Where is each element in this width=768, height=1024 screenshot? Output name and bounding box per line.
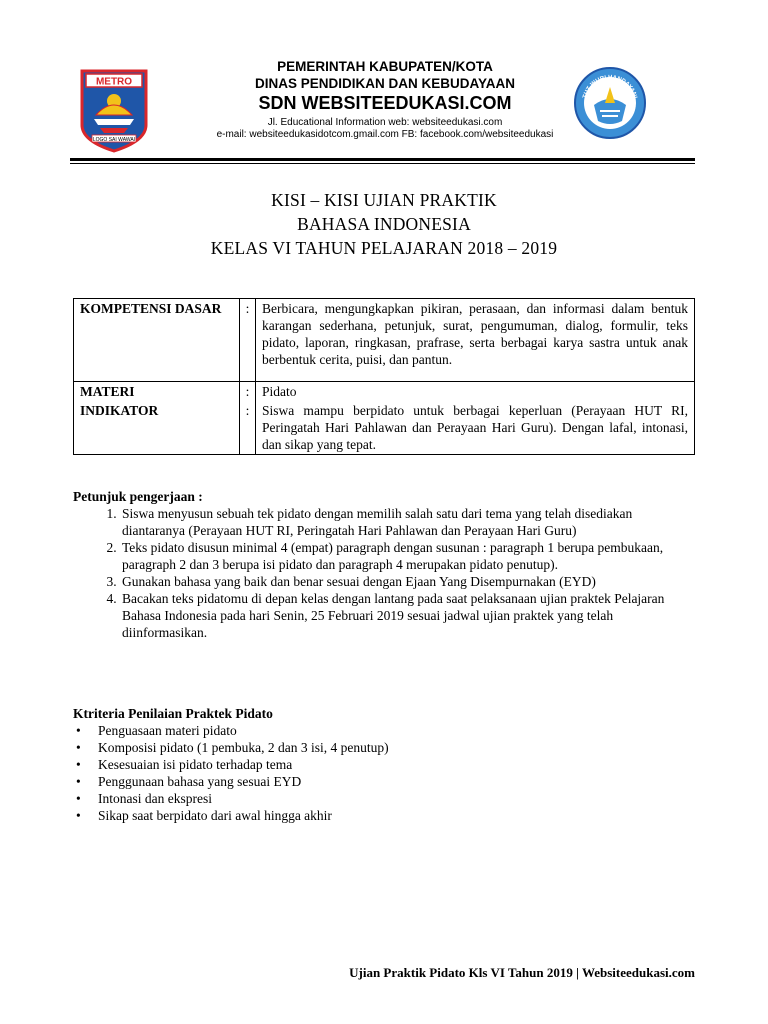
logo-left-motto: LOGO SAI WAWAI <box>92 137 136 143</box>
list-item: 4. Bacakan teks pidatomu di depan kelas dengan lantang pada saat pelaksanaan ujian praktek Pelajaran Bahasa Indonesia pada hari Senin, 25 Februari 2019 sesuai jadwal ujian praktek yang telah diinformasikan. <box>120 590 693 641</box>
colon-cell: : <box>240 401 256 455</box>
tut-wuri-handayani-logo <box>572 65 648 141</box>
list-item: • Komposisi pidato (1 pembuka, 2 dan 3 isi, 4 penutup) <box>98 739 693 756</box>
list-item: • Penggunaan bahasa yang sesuai EYD <box>98 773 693 790</box>
title-line-3: KELAS VI TAHUN PELAJARAN 2018 – 2019 <box>210 238 558 258</box>
school-name: SDN WEBSITEEDUKASI.COM <box>258 93 512 113</box>
page-footer: Ujian Praktik Pidato Kls VI Tahun 2019 | Websiteedukasi.com <box>349 965 695 980</box>
metro-logo <box>78 67 150 153</box>
table-row-materi <box>74 382 695 402</box>
criteria-heading: Ktriteria Penilaian Praktek Pidato <box>73 706 273 721</box>
instructions-heading: Petunjuk pengerjaan : <box>73 489 203 504</box>
list-item: 1. Siswa menyusun sebuah tek pidato dengan memilih salah satu dari tema yang telah disediakan diantaranya (Perayaan HUT RI, Peringatah Hari Pahlawan dan Perayaan Hari Guru) <box>120 505 693 539</box>
contact-line: e-mail: websiteedukasidotcom.gmail.com FB: facebook.com/websiteedukasi <box>216 129 554 140</box>
table-row-indikator <box>74 401 695 455</box>
government-line: PEMERINTAH KABUPATEN/KOTA <box>277 59 493 74</box>
materi-label: MATERI <box>74 382 240 402</box>
address-line: Jl. Educational Information web: websiteedukasi.com <box>267 117 503 128</box>
criteria-list <box>73 722 693 824</box>
letterhead-rule-thin <box>70 163 695 164</box>
materi-value: Pidato <box>256 382 695 402</box>
colon-cell: : <box>240 299 256 382</box>
instructions-section <box>73 488 693 641</box>
letterhead <box>70 55 700 163</box>
kisi-table <box>73 298 695 455</box>
instructions-list <box>73 505 693 641</box>
list-item: 2. Teks pidato disusun minimal 4 (empat) paragraph dengan susunan : paragraph 1 berupa pembukaan, paragraph 2 dan 3 berupa isi pidato dan paragraph 4 merupakan pidato penutup). <box>120 539 693 573</box>
table-row-kompetensi <box>74 299 695 382</box>
document-title <box>0 188 768 260</box>
indikator-value: Siswa mampu berpidato untuk berbagai keperluan (Perayaan HUT RI, Peringatah Hari Pahlawan dan Perayaan Hari Guru). Dengan lafal, intonasi, dan sikap yang tepat. <box>256 401 695 455</box>
logo-left-text: METRO <box>95 76 133 88</box>
list-item: 3. Gunakan bahasa yang baik dan benar sesuai dengan Ejaan Yang Disempurnakan (EYD) <box>120 573 693 590</box>
department-line: DINAS PENDIDIKAN DAN KEBUDAYAAN <box>254 76 516 91</box>
list-item: • Sikap saat berpidato dari awal hingga akhir <box>98 807 693 824</box>
letterhead-text <box>150 58 620 141</box>
indikator-label: INDIKATOR <box>74 401 240 455</box>
colon-cell: : <box>240 382 256 402</box>
title-line-2: BAHASA INDONESIA <box>297 214 471 234</box>
list-item: • Penguasaan materi pidato <box>98 722 693 739</box>
title-line-1: KISI – KISI UJIAN PRAKTIK <box>271 190 497 210</box>
kompetensi-value: Berbicara, mengungkapkan pikiran, perasaan, dan informasi dalam bentuk karangan sederhana, petunjuk, surat, pengumuman, dialog, formulir, teks pidato, laporan, ringkasan, prafrase, serta berbagai karya sastra untuk anak berbentuk cerita, puisi, dan pantun. <box>256 299 695 382</box>
list-item: • Intonasi dan ekspresi <box>98 790 693 807</box>
logo-right-text: TUT WURI HANDAYANI <box>582 74 638 100</box>
criteria-section <box>73 705 693 824</box>
list-item: • Kesesuaian isi pidato terhadap tema <box>98 756 693 773</box>
letterhead-rule-thick <box>70 158 695 161</box>
kompetensi-label: KOMPETENSI DASAR <box>74 299 240 382</box>
